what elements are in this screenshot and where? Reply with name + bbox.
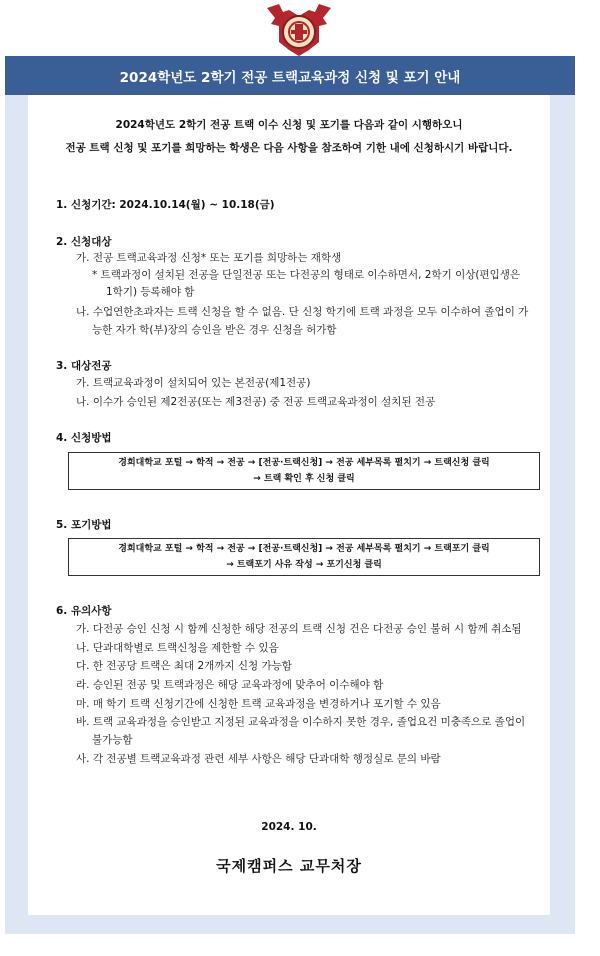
apply-steps-line-2: → 트랙 확인 후 신청 클릭 [253,474,355,484]
notes-item-sa: 사. 각 전공별 트랙교육과정 관련 세부 사항은 해당 단과대학 행정실로 문의 바람 [76,753,441,765]
section-period-heading: 1. 신청기간: 2024.10.14(월) ~ 10.18(금) [56,199,275,211]
section-majors-heading: 3. 대상전공 [56,360,112,372]
page-title: 2024학년도 2학기 전공 트랙교육과정 신청 및 포기 안내 [5,56,575,95]
target-note-line-1: * 트랙과정이 설치된 전공을 단일전공 또는 다전공의 형태로 이수하면서, 2학기 이상(편입생은 [92,269,521,281]
majors-item-ga: 가. 트랙교육과정이 설치되어 있는 본전공(제1전공) [76,377,311,389]
intro-line-2: 전공 트랙 신청 및 포기를 희망하는 학생은 다음 사항을 참조하여 기한 내에 신청하시기 바랍니다. [65,142,513,154]
target-item-na-line-1: 나. 수업연한초과자는 트랙 신청을 할 수 없음. 단 신청 학기에 트랙 과정을 모두 이수하여 졸업이 가 [76,306,529,318]
giveup-steps-line-1: 경희대학교 포털 → 학적 → 전공 → [전공·트랙신청] → 전공 세부목록 펼치기 → 트랙포기 클릭 [118,544,490,554]
notes-item-ba-line-1: 바. 트랙 교육과정을 승인받고 지정된 교육과정을 이수하지 못한 경우, 졸업요건 미충족으로 졸업이 [76,716,526,728]
majors-item-na: 나. 이수가 승인된 제2전공(또는 제3전공) 중 전공 트랙교육과정이 설치된 전공 [76,396,436,408]
notes-item-ra: 라. 승인된 전공 및 트랙과정은 해당 교육과정에 맞추어 이수해야 함 [76,679,384,691]
notes-item-ga: 가. 다전공 승인 신청 시 함께 신청한 해당 전공의 트랙 신청 건은 다전공 승인 불허 시 함께 취소됨 [76,623,522,635]
section-apply-heading: 4. 신청방법 [56,432,112,444]
section-giveup-heading: 5. 포기방법 [56,519,112,531]
intro-line-1: 2024학년도 2학기 전공 트랙 이수 신청 및 포기를 다음과 같이 시행하오니 [115,119,463,131]
apply-steps-box [68,452,540,490]
section-notes-heading: 6. 유의사항 [56,605,112,617]
target-item-ga: 가. 전공 트랙교육과정 신청* 또는 포기를 희망하는 재학생 [76,252,342,264]
notes-item-ma: 마. 매 학기 트랙 신청기간에 신청한 트랙 교육과정을 변경하거나 포기할 수 있음 [76,698,441,710]
target-note-line-2: 1학기) 등록해야 함 [106,286,195,298]
target-item-na-line-2: 능한 자가 학(부)장의 승인을 받은 경우 신청을 허가함 [92,324,337,336]
signature: 국제캠퍼스 교무처장 [216,857,362,875]
notes-item-na: 나. 단과대학별로 트랙신청을 제한할 수 있음 [76,642,279,654]
document-sheet [28,95,550,915]
giveup-steps-box [68,538,540,576]
apply-steps-line-1: 경희대학교 포털 → 학적 → 전공 → [전공·트랙신청] → 전공 세부목록 펼치기 → 트랙신청 클릭 [118,458,490,468]
section-target-heading: 2. 신청대상 [56,236,112,248]
giveup-steps-line-2: → 트랙포기 사유 작성 → 포기신청 클릭 [226,560,382,570]
issue-date: 2024. 10. [261,821,317,833]
university-seal-icon [261,2,337,58]
notes-item-da: 다. 한 전공당 트랙은 최대 2개까지 신청 가능함 [76,660,292,672]
notes-item-ba-line-2: 불가능함 [92,734,133,746]
